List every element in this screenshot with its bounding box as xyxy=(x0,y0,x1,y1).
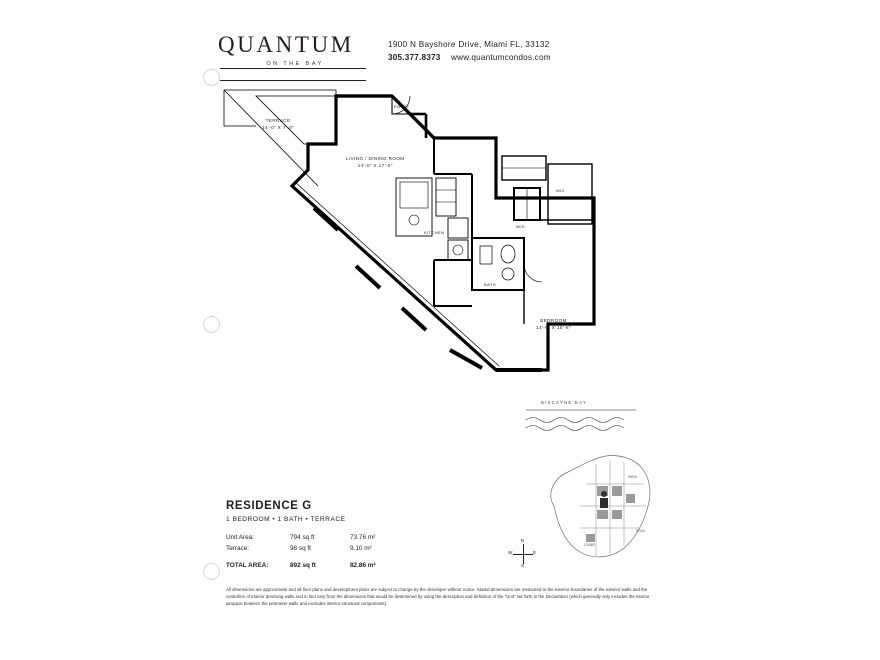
room-dims: 14'-0" X 17'-0" xyxy=(357,162,393,168)
area-label: Unit Area: xyxy=(226,534,255,541)
floor-plan-drawing xyxy=(196,78,696,438)
compass-north: N xyxy=(521,538,525,543)
table-row xyxy=(226,532,400,543)
room-name: LIVING / DINING ROOM xyxy=(346,156,405,161)
svg-text:LOBBY: LOBBY xyxy=(584,543,596,547)
contact-block xyxy=(388,40,688,62)
total-imperial: 892 sq ft xyxy=(290,562,316,569)
room-label-wd: W/D xyxy=(516,224,525,229)
address-line: 1900 N Bayshore Drive, Miami FL, 33132 xyxy=(388,40,550,49)
room-label-wic: WIC xyxy=(556,188,565,193)
room-label-kitchen: KITCHEN xyxy=(424,230,445,235)
room-label-entry: ENTRY xyxy=(394,104,410,109)
compass-south: S xyxy=(521,563,525,568)
residence-subtitle: 1 BEDROOM • 1 BATH • TERRACE xyxy=(226,516,346,523)
area-metric: 9.10 m² xyxy=(350,545,372,552)
site-key-map xyxy=(540,448,670,573)
compass-east: E xyxy=(533,550,537,555)
room-dims: 14'-0" X 15'-6" xyxy=(536,324,572,330)
room-dims: 14'-0" X 7'-0" xyxy=(262,124,295,130)
svg-text:PARK: PARK xyxy=(628,475,637,479)
room-label-terrace xyxy=(262,118,294,131)
table-row-total xyxy=(226,554,400,571)
table-row xyxy=(226,543,400,554)
area-imperial: 98 sq ft xyxy=(290,545,311,552)
room-label-living-dining xyxy=(346,156,405,169)
compass-rose xyxy=(506,538,540,572)
brand-name: QUANTUM xyxy=(218,32,354,57)
binder-hole xyxy=(203,563,220,580)
brand-logo xyxy=(218,32,368,67)
compass-west: W xyxy=(508,550,513,555)
area-table xyxy=(226,532,400,571)
area-imperial: 794 sq ft xyxy=(290,534,315,541)
residence-title: RESIDENCE G xyxy=(226,500,312,512)
room-label-bedroom xyxy=(536,318,571,331)
svg-text:POOL: POOL xyxy=(636,529,646,533)
website-link[interactable]: www.quantumcondos.com xyxy=(450,53,551,62)
room-name: BEDROOM xyxy=(540,318,567,323)
sheet-header xyxy=(196,32,696,84)
room-name: TERRACE xyxy=(265,118,291,123)
area-label: Terrace: xyxy=(226,545,250,552)
compass-axis-horizontal xyxy=(513,554,533,555)
contact-line xyxy=(388,53,688,62)
room-label-bath: BATH xyxy=(484,282,496,287)
phone-number[interactable]: 305.377.8373 xyxy=(388,53,441,62)
logo-divider xyxy=(220,68,366,69)
brand-tagline: ON THE BAY xyxy=(266,61,324,67)
total-label: TOTAL AREA: xyxy=(226,562,269,569)
bay-label: BISCAYNE BAY xyxy=(541,400,587,405)
area-metric: 73.76 m² xyxy=(350,534,376,541)
disclaimer-text: All dimensions are approximate and all floor plans and development plans are subject to change by the developer without notice. Stated dimensions are measured to the exterior boundaries of the exterior walls and the centerline of interior demising walls and in fact vary from the dimensions that would be determined by using the description and definition of the “Unit” set forth in the Declaration (which generally only includes the interior airspace between the perimeter walls and excludes interior structural components). xyxy=(226,587,650,606)
total-metric: 82.86 m² xyxy=(350,562,376,569)
